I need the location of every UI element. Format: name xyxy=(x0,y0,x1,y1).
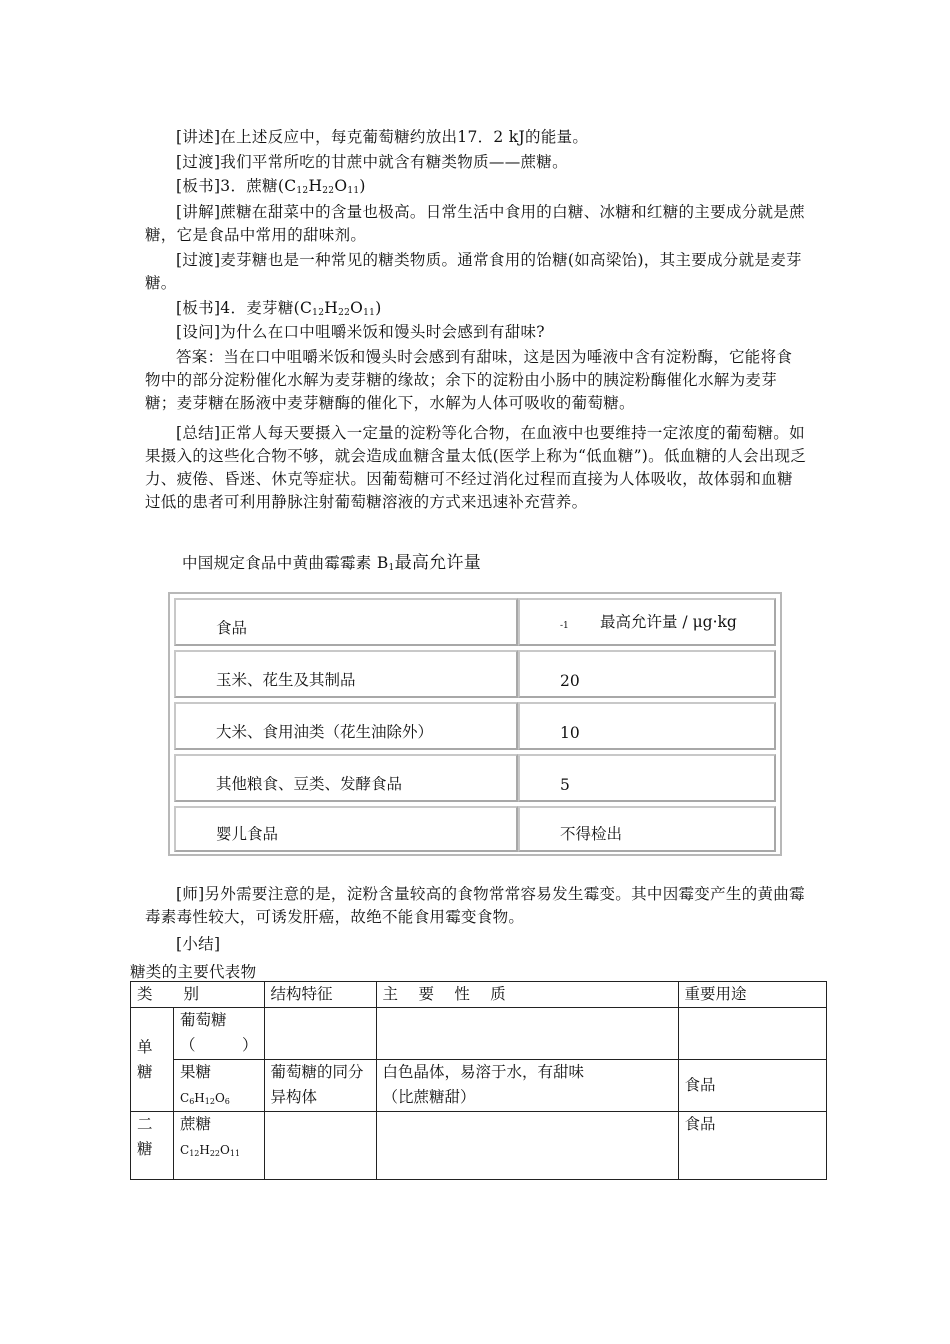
fructose-use: 食品 xyxy=(678,1060,826,1112)
limits-header-limit: 最高允许量 / μg·kg $^{-1}$ xyxy=(518,598,776,646)
paragraph-board-sucrose: [板书]3．蔗糖$(C_{12}H_{22}O_{11})$ xyxy=(176,177,366,196)
limits-row-value: 5 xyxy=(518,754,776,802)
table-row-fructose xyxy=(131,1060,827,1112)
paragraph-transition-2: [过渡]麦芽糖也是一种常见的糖类物质。通常食用的饴糖(如高梁饴)，其主要成分就是麦芽糖。 xyxy=(145,251,802,292)
limits-row-food: 大米、食用油类（花生油除外） xyxy=(174,702,518,750)
table-row-sucrose xyxy=(131,1112,827,1180)
summary-table-title: 糖类的主要代表物 xyxy=(130,963,257,981)
fructose-properties: 白色晶体，易溶于水，有甜味 （比蔗糖甜） xyxy=(376,1060,678,1112)
aflatoxin-limits-table xyxy=(168,592,782,856)
paragraph-answer: 答案：当在口中咀嚼米饭和馒头时会感到有甜味，这是因为唾液中含有淀粉酶，它能将食物中的部分淀粉催化水解为麦芽糖的缘故；余下的淀粉由小肠中的胰淀粉酶催化水解为麦芽糖；麦芽糖在肠液中麦芽糖酶的催化下，水解为人体可吸收的葡萄糖。 xyxy=(145,348,793,412)
sucrose-properties xyxy=(376,1112,678,1180)
paragraph-teacher: [师]另外需要注意的是，淀粉含量较高的食物常常容易发生霉变。其中因霉变产生的黄曲霉毒素毒性较大，可诱发肝癌，故绝不能食用霉变食物。 xyxy=(145,885,805,926)
sucrose-cell: 蔗糖 $C_{12}H_{22}O_{11}$ xyxy=(174,1112,265,1180)
paragraph-lecture: [讲述]在上述反应中，每克葡萄糖约放出17．2 kJ的能量。 xyxy=(176,128,589,146)
limits-row-value: 不得检出 xyxy=(518,806,776,852)
header-category: 类 别 xyxy=(131,982,265,1008)
sugar-summary-table xyxy=(130,981,827,1180)
table-row-glucose xyxy=(131,1008,827,1060)
header-uses: 重要用途 xyxy=(678,982,826,1008)
glucose-use xyxy=(678,1008,826,1060)
limits-row-food: 其他粮食、豆类、发酵食品 xyxy=(174,754,518,802)
glucose-cell: 葡萄糖 （ ） xyxy=(174,1008,265,1060)
limits-row-value: 10 xyxy=(518,702,776,750)
fructose-cell: 果糖 $C_6H_{12}O_6$ xyxy=(174,1060,265,1112)
header-structure: 结构特征 xyxy=(264,982,376,1008)
glucose-structure xyxy=(264,1008,376,1060)
paragraph-summary: [总结]正常人每天要摄入一定量的淀粉等化合物，在血液中也要维持一定浓度的葡萄糖。如果摄入的这些化合物不够，就会造成血糖含量太低(医学上称为“低血糖”)。低血糖的人会出现乏力、疲倦、昏迷、休克等症状。因葡萄糖可不经过消化过程而直接为人体吸收，故体弱和血糖过低的患者可利用静脉注射葡萄糖溶液的方式来迅速补充营养。 xyxy=(145,424,807,511)
paragraph-recap: [小结] xyxy=(176,935,221,953)
fructose-structure: 葡萄糖的同分异构体 xyxy=(264,1060,376,1112)
sucrose-use: 食品 xyxy=(678,1112,826,1180)
glucose-properties xyxy=(376,1008,678,1060)
sucrose-structure xyxy=(264,1112,376,1180)
paragraph-board-maltose: [板书]4．麦芽糖$(C_{12}H_{22}O_{11})$ xyxy=(176,299,382,318)
limits-row-food: 玉米、花生及其制品 xyxy=(174,650,518,698)
disaccharide-label: 二 糖 xyxy=(131,1112,174,1180)
limits-header-food: 食品 xyxy=(174,598,518,646)
monosaccharide-label: 单 糖 xyxy=(131,1008,174,1112)
limits-row-value: 20 xyxy=(518,650,776,698)
table-header-row xyxy=(131,982,827,1008)
limits-table-caption: 中国规定食品中黄曲霉霉素 $B_1$最高允许量 xyxy=(182,553,482,573)
header-properties: 主 要 性 质 xyxy=(376,982,678,1008)
limits-row-food: 婴儿食品 xyxy=(174,806,518,852)
paragraph-transition-1: [过渡]我们平常所吃的甘蔗中就含有糖类物质——蔗糖。 xyxy=(176,153,568,171)
paragraph-explanation: [讲解]蔗糖在甜菜中的含量也极高。日常生活中食用的白糖、冰糖和红糖的主要成分就是蔗糖，它是食品中常用的甜味剂。 xyxy=(145,203,805,244)
paragraph-question: [设问]为什么在口中咀嚼米饭和馒头时会感到有甜味? xyxy=(176,323,545,341)
